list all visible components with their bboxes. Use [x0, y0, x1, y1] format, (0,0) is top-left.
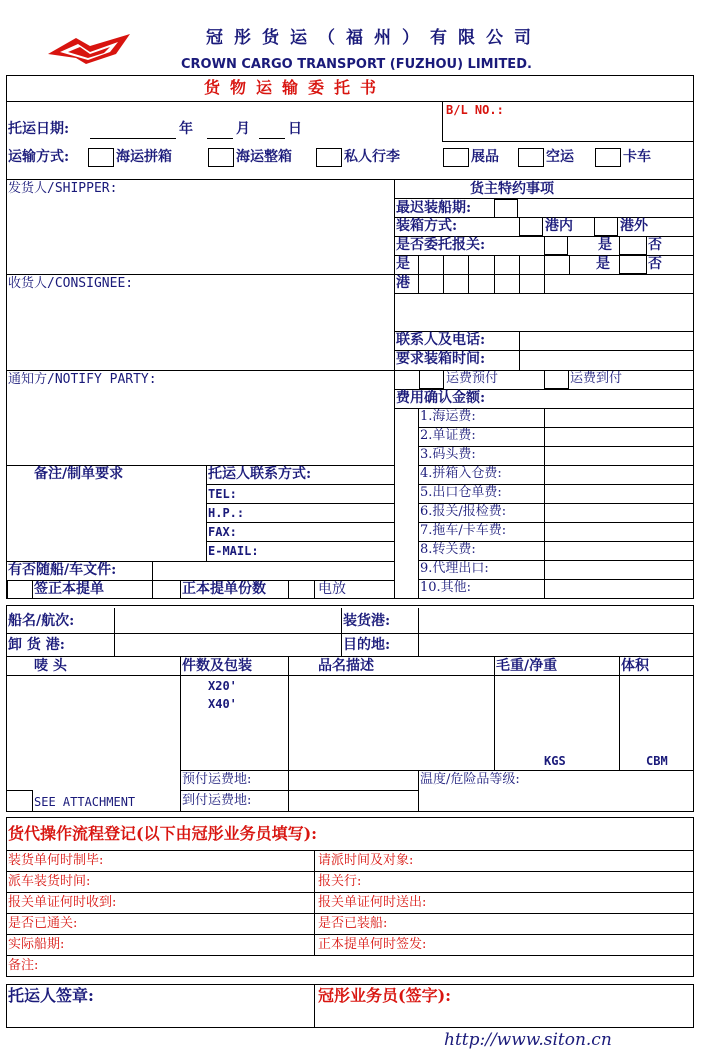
- fee-item-label: 10.其他:: [420, 580, 472, 595]
- day-field[interactable]: [259, 138, 285, 139]
- process-left-label: 派车装货时间:: [8, 874, 91, 889]
- telex-release-label: 电放: [318, 581, 346, 597]
- docs-with-ship-label: 有否随船/车文件:: [8, 562, 117, 578]
- process-left-label: 实际船期:: [8, 937, 65, 952]
- row-no-checkbox[interactable]: [619, 255, 647, 274]
- fax-label: FAX:: [208, 525, 237, 539]
- in-port-checkbox[interactable]: [519, 217, 543, 236]
- process-left-label: 报关单证何时收到:: [8, 895, 117, 910]
- see-attachment-checkbox[interactable]: [6, 790, 33, 812]
- company-name-en: CROWN CARGO TRANSPORT (FUZHOU) LIMITED.: [181, 57, 532, 72]
- mode-exhibit-label: 展品: [471, 149, 499, 165]
- packages-header: 件数及包装: [182, 658, 252, 674]
- bl-no-label: B/L NO.:: [446, 103, 504, 117]
- day-label: 日: [288, 121, 302, 137]
- load-time-label: 要求装箱时间:: [396, 351, 486, 367]
- notes-title: 备注/制单要求: [34, 466, 124, 482]
- month-label: 月: [236, 121, 250, 137]
- month-field[interactable]: [207, 138, 233, 139]
- latest-date-field[interactable]: [494, 199, 518, 218]
- fee-item-label: 1.海运费:: [420, 409, 476, 424]
- mode-fcl-checkbox[interactable]: [208, 148, 234, 167]
- process-right-label: 是否已装船:: [318, 916, 388, 931]
- prepaid-at-label: 预付运费地:: [182, 772, 252, 787]
- description-header: 品名描述: [318, 658, 374, 674]
- crown-flag-logo: [46, 30, 132, 70]
- x20-label: X20': [208, 679, 237, 693]
- form-title: 货物运输委托书: [204, 78, 387, 97]
- customs-yes-checkbox[interactable]: [544, 236, 568, 255]
- fee-item-label: 5.出口仓单费:: [420, 485, 502, 500]
- shipper-seal-label: 托运人签章:: [8, 986, 94, 1005]
- hp-label: H.P.:: [208, 506, 245, 520]
- mode-fcl-label: 海运整箱: [236, 149, 292, 165]
- kgs-unit: KGS: [544, 754, 566, 768]
- customs-no-label: 否: [648, 237, 662, 253]
- prepaid-label: 运费预付: [446, 371, 499, 386]
- destination-label: 目的地:: [343, 637, 391, 653]
- process-right-label: 报关行:: [318, 874, 362, 889]
- loading-method-label: 装箱方式:: [396, 218, 458, 234]
- consignee-label: 收货人/CONSIGNEE:: [8, 276, 134, 291]
- prepaid-checkbox[interactable]: [419, 370, 444, 389]
- special-title: 货主特约事项: [470, 181, 554, 197]
- fee-item-label: 3.码头费:: [420, 447, 476, 462]
- cbm-unit: CBM: [646, 754, 668, 768]
- fee-item-label: 4.拼箱入仓费:: [420, 466, 502, 481]
- date-label: 托运日期:: [8, 121, 70, 137]
- fee-confirm-label: 费用确认金额:: [396, 390, 486, 406]
- collect-label: 运费到付: [570, 371, 623, 386]
- process-remark-label: 备注:: [8, 958, 39, 973]
- process-title: 货代操作流程登记(以下由冠彤业务员填写):: [8, 824, 318, 843]
- email-label: E-MAIL:: [208, 544, 259, 558]
- mode-truck-checkbox[interactable]: [595, 148, 621, 167]
- mode-exhibit-checkbox[interactable]: [443, 148, 469, 167]
- pod-label: 卸 货 港:: [8, 637, 65, 653]
- year-label: 年: [179, 121, 193, 137]
- out-port-label: 港外: [620, 218, 648, 234]
- shipper-label: 发货人/SHIPPER:: [8, 181, 118, 196]
- in-port-label: 港内: [545, 218, 573, 234]
- marks-header: 唛 头: [34, 658, 67, 674]
- mode-air-label: 空运: [546, 149, 574, 165]
- mode-baggage-label: 私人行李: [344, 149, 400, 165]
- original-bl-checkbox[interactable]: [7, 580, 33, 599]
- row-no-label: 否: [648, 256, 662, 272]
- customs-no-checkbox[interactable]: [619, 236, 647, 255]
- transport-label: 运输方式:: [8, 149, 70, 165]
- process-right-label: 正本提单何时签发:: [318, 937, 427, 952]
- fee-item-label: 8.转关费:: [420, 542, 476, 557]
- vessel-label: 船名/航次:: [8, 613, 75, 629]
- volume-header: 体积: [621, 658, 649, 674]
- agent-sign-label: 冠彤业务员(签字):: [318, 986, 452, 1005]
- customs-label: 是否委托报关:: [396, 237, 486, 253]
- port-char-label: 港: [396, 275, 410, 291]
- fee-item-label: 2.单证费:: [420, 428, 476, 443]
- customs-yes-label: 是: [598, 237, 612, 253]
- mode-truck-label: 卡车: [623, 149, 651, 165]
- x40-label: X40': [208, 697, 237, 711]
- mode-air-checkbox[interactable]: [518, 148, 544, 167]
- collect-checkbox[interactable]: [544, 370, 569, 389]
- process-right-label: 请派时间及对象:: [318, 853, 414, 868]
- company-name-cn: 冠彤货运（福州）有限公司: [206, 28, 542, 48]
- fee-item-label: 6.报关/报检费:: [420, 504, 507, 519]
- fee-item-label: 9.代理出口:: [420, 561, 489, 576]
- payable-at-label: 到付运费地:: [182, 793, 252, 808]
- latest-date-label: 最迟装船期:: [396, 200, 472, 216]
- see-attachment-label: SEE ATTACHMENT: [34, 795, 136, 809]
- website-link[interactable]: http://www.siton.cn: [444, 1030, 612, 1050]
- mode-lcl-checkbox[interactable]: [88, 148, 114, 167]
- telex-release-checkbox[interactable]: [288, 580, 315, 599]
- process-right-label: 报关单证何时送出:: [318, 895, 427, 910]
- contact-label: 联系人及电话:: [396, 332, 486, 348]
- tel-label: TEL:: [208, 487, 237, 501]
- weight-header: 毛重/净重: [496, 658, 558, 674]
- year-field[interactable]: [90, 138, 176, 139]
- original-bl-copies-label: 正本提单份数: [182, 581, 266, 597]
- notify-label: 通知方/NOTIFY PARTY:: [8, 372, 157, 387]
- mode-lcl-label: 海运拼箱: [116, 149, 172, 165]
- pol-label: 装货港:: [343, 613, 391, 629]
- row-yes3-label: 是: [596, 256, 610, 272]
- shipper-contact-title: 托运人联系方式:: [208, 466, 312, 482]
- mode-baggage-checkbox[interactable]: [316, 148, 342, 167]
- process-left-label: 是否已通关:: [8, 916, 78, 931]
- process-left-label: 装货单何时制毕:: [8, 853, 104, 868]
- original-bl-label: 签正本提单: [34, 581, 104, 597]
- fee-item-label: 7.拖车/卡车费:: [420, 523, 507, 538]
- temp-dg-label: 温度/危险品等级:: [420, 772, 520, 787]
- out-port-checkbox[interactable]: [594, 217, 618, 236]
- row-yes-label: 是: [396, 256, 410, 272]
